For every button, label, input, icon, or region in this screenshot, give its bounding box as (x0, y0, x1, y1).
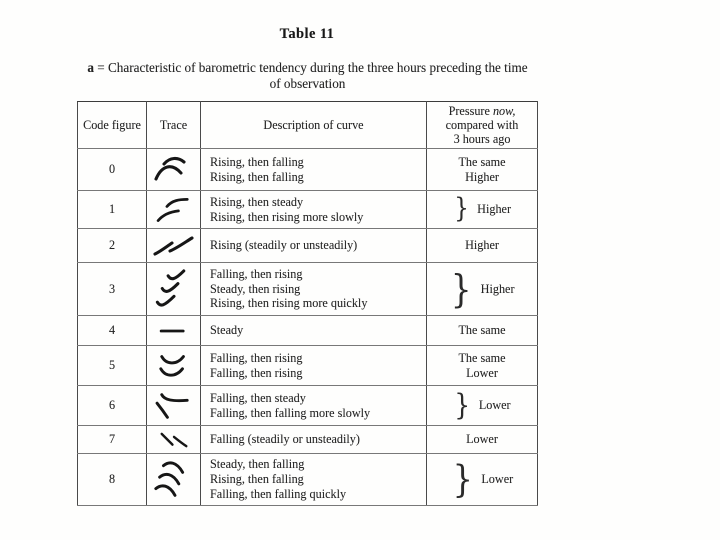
description-line: Steady (210, 323, 244, 338)
trace-cell (147, 426, 201, 454)
pressure-cell (427, 386, 538, 426)
trace-cell (147, 316, 201, 346)
trace-cell (147, 346, 201, 386)
pressure-cell (427, 149, 538, 191)
trace-falling-then-rising-triple-icon (151, 267, 197, 312)
table-row (78, 263, 538, 316)
description-line: Falling, then steady (210, 390, 306, 405)
table-caption (55, 60, 560, 91)
code-figure-cell: 3 (78, 263, 147, 316)
description-cell (201, 426, 427, 454)
description-line: Rising, then falling (210, 169, 304, 184)
code-figure-cell: 6 (78, 386, 147, 426)
caption-equals: = (97, 60, 105, 75)
pressure-line: The same (458, 323, 506, 338)
pressure-line: Lower (478, 398, 511, 413)
code-figure-cell: 7 (78, 426, 147, 454)
description-line: Falling, then rising (210, 266, 303, 281)
code-figure-cell: 4 (78, 316, 147, 346)
trace-falling-then-rising-pair-icon (151, 350, 197, 382)
pressure-cell (427, 346, 538, 386)
trace-rising-then-steady-pair-icon (151, 195, 197, 225)
pressure-cell (427, 316, 538, 346)
pressure-cell (427, 426, 538, 454)
trace-falling-pair-icon (151, 430, 197, 450)
caption-text-line1: Characteristic of barometric tendency during the three hours preceding the time (107, 60, 528, 75)
grouping-brace: } (454, 193, 469, 225)
table-row (78, 191, 538, 229)
trace-cell (147, 229, 201, 263)
table-row (78, 454, 538, 506)
header-description: Description of curve (201, 102, 427, 149)
barometric-tendency-table (77, 101, 538, 506)
description-line: Rising, then rising more slowly (210, 209, 364, 224)
trace-cell (147, 191, 201, 229)
code-figure-cell: 8 (78, 454, 147, 506)
table-body (78, 149, 538, 506)
table-header-row (78, 102, 538, 149)
trace-cell (147, 386, 201, 426)
description-cell (201, 149, 427, 191)
code-figure-cell: 0 (78, 149, 147, 191)
table-title: Table 11 (279, 26, 335, 42)
code-figure-cell: 1 (78, 191, 147, 229)
pressure-line: Higher (480, 281, 515, 296)
trace-cell (147, 454, 201, 506)
pressure-cell (427, 263, 538, 316)
description-line: Falling, then rising (210, 350, 303, 365)
description-cell (201, 454, 427, 506)
pressure-cell (427, 229, 538, 263)
pressure-line: Lower (466, 432, 498, 447)
pressure-line: Higher (465, 169, 499, 184)
description-line: Rising (steadily or unsteadily) (210, 238, 358, 253)
pressure-line: The same (458, 350, 506, 365)
caption-symbol: a (87, 60, 94, 75)
description-line: Falling, then falling more slowly (210, 405, 371, 420)
description-line: Steady, then rising (210, 281, 301, 296)
trace-falling-arcs-triple-icon (151, 458, 197, 502)
description-cell (201, 346, 427, 386)
grouping-brace: } (454, 388, 471, 423)
table-row (78, 316, 538, 346)
pressure-cell (427, 454, 538, 506)
pressure-line: The same (458, 154, 506, 169)
header-pressure: Pressure now, compared with 3 hours ago (427, 102, 538, 149)
description-line: Steady, then falling (210, 457, 305, 472)
pressure-line: Higher (477, 202, 512, 217)
description-cell (201, 229, 427, 263)
trace-cell (147, 263, 201, 316)
grouping-brace: } (451, 266, 472, 311)
grouping-brace: } (452, 457, 473, 501)
header-code-figure: Code figure (78, 102, 147, 149)
description-line: Rising, then steady (210, 194, 304, 209)
header-trace: Trace (147, 102, 201, 149)
description-line: Falling, then falling quickly (210, 486, 347, 501)
trace-rising-pair-icon (151, 234, 197, 258)
pressure-line: Higher (465, 238, 499, 253)
table-row (78, 386, 538, 426)
code-figure-cell: 2 (78, 229, 147, 263)
table-row (78, 346, 538, 386)
caption-text-line2: of observation (269, 75, 346, 91)
description-line: Rising, then rising more quickly (210, 296, 368, 311)
description-cell (201, 386, 427, 426)
description-cell (201, 191, 427, 229)
pressure-line: Lower (466, 365, 498, 380)
table-row (78, 149, 538, 191)
pressure-cell (427, 191, 538, 229)
trace-steady-line-icon (151, 320, 197, 342)
trace-cell (147, 149, 201, 191)
trace-rising-then-falling-pair-icon (151, 153, 197, 187)
description-line: Rising, then falling (210, 472, 304, 487)
table-row (78, 426, 538, 454)
table-row (78, 229, 538, 263)
trace-falling-then-steady-pair-icon (151, 390, 197, 422)
pressure-line: Lower (481, 472, 514, 487)
description-line: Falling (steadily or unsteadily) (210, 432, 360, 447)
description-cell (201, 316, 427, 346)
description-line: Falling, then rising (210, 365, 303, 380)
description-line: Rising, then falling (210, 154, 304, 169)
code-figure-cell: 5 (78, 346, 147, 386)
description-cell (201, 263, 427, 316)
